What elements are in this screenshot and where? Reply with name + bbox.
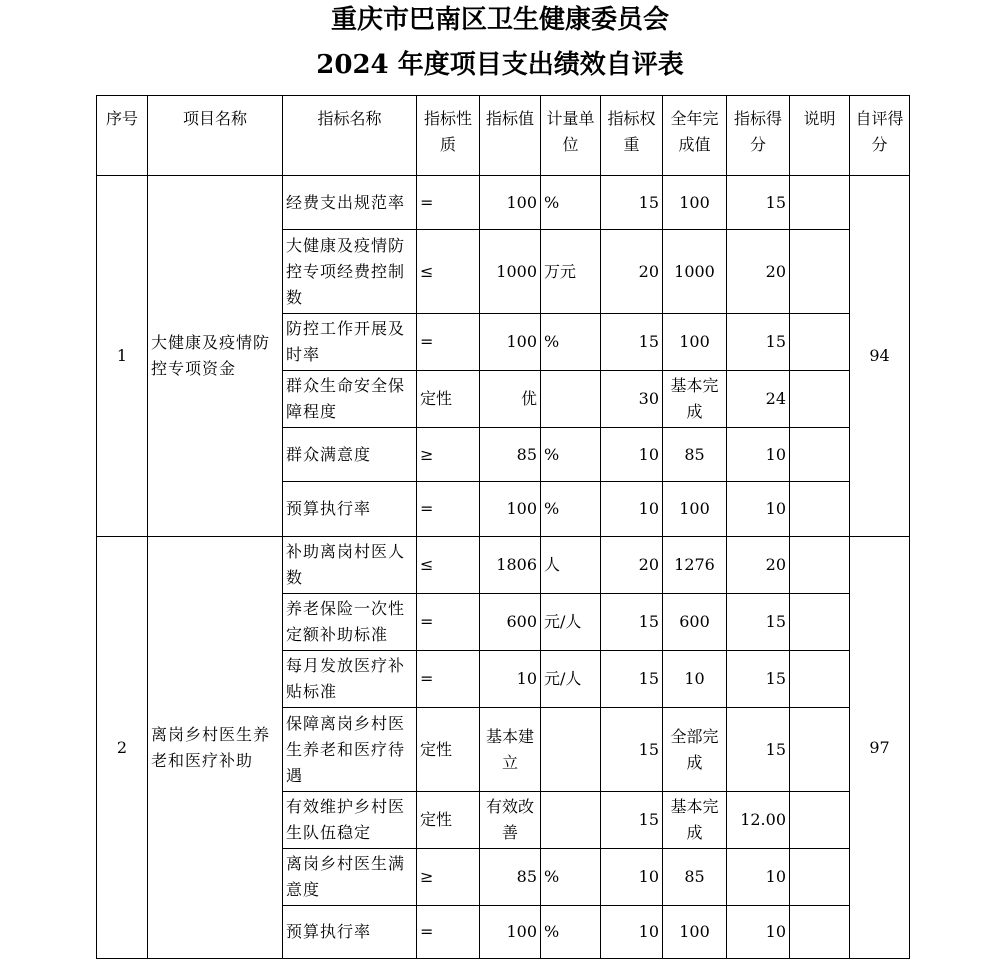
indicator-unit: % — [541, 176, 601, 230]
indicator-actual: 600 — [663, 594, 727, 651]
indicator-actual: 100 — [663, 906, 727, 959]
indicator-score: 10 — [727, 849, 790, 906]
indicator-unit: 人 — [541, 537, 601, 594]
header-project: 项目名称 — [148, 96, 283, 176]
indicator-nature: ≤ — [417, 537, 480, 594]
indicator-note — [790, 906, 850, 959]
indicator-name: 离岗乡村医生满意度 — [283, 849, 417, 906]
indicator-name: 每月发放医疗补贴标准 — [283, 651, 417, 708]
indicator-actual: 10 — [663, 651, 727, 708]
header-row — [97, 96, 910, 176]
page-subtitle: 2024 年度项目支出绩效自评表 — [316, 50, 684, 80]
indicator-nature: = — [417, 651, 480, 708]
indicator-actual: 100 — [663, 482, 727, 537]
indicator-score: 20 — [727, 537, 790, 594]
indicator-weight: 10 — [601, 849, 663, 906]
indicator-score: 10 — [727, 482, 790, 537]
indicator-name: 防控工作开展及时率 — [283, 314, 417, 371]
indicator-note — [790, 651, 850, 708]
indicator-weight: 15 — [601, 314, 663, 371]
indicator-actual: 100 — [663, 314, 727, 371]
indicator-name: 保障离岗乡村医生养老和医疗待遇 — [283, 708, 417, 792]
indicator-weight: 30 — [601, 371, 663, 428]
indicator-weight: 20 — [601, 537, 663, 594]
indicator-unit: 元/人 — [541, 594, 601, 651]
indicator-name: 补助离岗村医人数 — [283, 537, 417, 594]
indicator-unit: 万元 — [541, 230, 601, 314]
indicator-unit: 元/人 — [541, 651, 601, 708]
indicator-note — [790, 537, 850, 594]
project-name: 离岗乡村医生养老和医疗补助 — [148, 537, 283, 959]
indicator-weight: 10 — [601, 906, 663, 959]
indicator-nature: 定性 — [417, 371, 480, 428]
indicator-score: 10 — [727, 428, 790, 482]
header-note: 说明 — [790, 96, 850, 176]
indicator-name: 预算执行率 — [283, 482, 417, 537]
indicator-unit: % — [541, 428, 601, 482]
indicator-value: 基本建立 — [480, 708, 541, 792]
indicator-weight: 10 — [601, 428, 663, 482]
indicator-value: 100 — [480, 906, 541, 959]
indicator-value: 1000 — [480, 230, 541, 314]
header-weight: 指标权重 — [601, 96, 663, 176]
indicator-nature: = — [417, 482, 480, 537]
indicator-actual: 100 — [663, 176, 727, 230]
indicator-note — [790, 176, 850, 230]
indicator-name: 养老保险一次性定额补助标准 — [283, 594, 417, 651]
header-value: 指标值 — [480, 96, 541, 176]
header-unit: 计量单位 — [541, 96, 601, 176]
indicator-actual: 85 — [663, 428, 727, 482]
header-self-score: 自评得分 — [850, 96, 910, 176]
indicator-actual: 1000 — [663, 230, 727, 314]
indicator-value: 优 — [480, 371, 541, 428]
indicator-value: 85 — [480, 428, 541, 482]
indicator-nature: ≤ — [417, 230, 480, 314]
performance-table — [96, 95, 910, 959]
project-name: 大健康及疫情防控专项资金 — [148, 176, 283, 537]
indicator-note — [790, 230, 850, 314]
indicator-score: 15 — [727, 594, 790, 651]
indicator-nature: = — [417, 314, 480, 371]
indicator-weight: 15 — [601, 792, 663, 849]
indicator-weight: 20 — [601, 230, 663, 314]
header-indicator: 指标名称 — [283, 96, 417, 176]
indicator-unit: % — [541, 906, 601, 959]
indicator-nature: ≥ — [417, 428, 480, 482]
header-score: 指标得分 — [727, 96, 790, 176]
indicator-nature: = — [417, 906, 480, 959]
indicator-score: 12.00 — [727, 792, 790, 849]
indicator-name: 经费支出规范率 — [283, 176, 417, 230]
table-row — [97, 537, 910, 594]
project-self-score: 97 — [850, 537, 910, 959]
indicator-actual: 全部完成 — [663, 708, 727, 792]
indicator-weight: 10 — [601, 482, 663, 537]
indicator-score: 15 — [727, 651, 790, 708]
indicator-name: 有效维护乡村医生队伍稳定 — [283, 792, 417, 849]
project-self-score: 94 — [850, 176, 910, 537]
indicator-unit: % — [541, 314, 601, 371]
indicator-name: 群众生命安全保障程度 — [283, 371, 417, 428]
indicator-value: 100 — [480, 176, 541, 230]
indicator-unit — [541, 792, 601, 849]
indicator-value: 85 — [480, 849, 541, 906]
indicator-name: 群众满意度 — [283, 428, 417, 482]
indicator-note — [790, 314, 850, 371]
indicator-unit: % — [541, 849, 601, 906]
indicator-score: 20 — [727, 230, 790, 314]
indicator-weight: 15 — [601, 594, 663, 651]
indicator-score: 24 — [727, 371, 790, 428]
indicator-name: 预算执行率 — [283, 906, 417, 959]
indicator-value: 有效改善 — [480, 792, 541, 849]
indicator-value: 1806 — [480, 537, 541, 594]
header-seq: 序号 — [97, 96, 148, 176]
indicator-note — [790, 482, 850, 537]
header-nature: 指标性质 — [417, 96, 480, 176]
indicator-nature: = — [417, 176, 480, 230]
indicator-score: 15 — [727, 314, 790, 371]
indicator-nature: 定性 — [417, 792, 480, 849]
indicator-weight: 15 — [601, 708, 663, 792]
indicator-value: 10 — [480, 651, 541, 708]
indicator-value: 100 — [480, 314, 541, 371]
page-title: 重庆市巴南区卫生健康委员会 — [330, 5, 669, 35]
indicator-value: 600 — [480, 594, 541, 651]
indicator-unit — [541, 708, 601, 792]
indicator-nature: ≥ — [417, 849, 480, 906]
indicator-note — [790, 708, 850, 792]
indicator-note — [790, 428, 850, 482]
indicator-score: 15 — [727, 176, 790, 230]
project-seq: 2 — [97, 537, 148, 959]
indicator-score: 10 — [727, 906, 790, 959]
indicator-weight: 15 — [601, 651, 663, 708]
indicator-name: 大健康及疫情防控专项经费控制数 — [283, 230, 417, 314]
header-actual: 全年完成值 — [663, 96, 727, 176]
indicator-weight: 15 — [601, 176, 663, 230]
indicator-unit — [541, 371, 601, 428]
indicator-nature: 定性 — [417, 708, 480, 792]
table-row — [97, 176, 910, 230]
indicator-score: 15 — [727, 708, 790, 792]
indicator-actual: 85 — [663, 849, 727, 906]
indicator-actual: 基本完成 — [663, 792, 727, 849]
indicator-note — [790, 792, 850, 849]
project-seq: 1 — [97, 176, 148, 537]
indicator-note — [790, 371, 850, 428]
indicator-actual: 基本完成 — [663, 371, 727, 428]
indicator-unit: % — [541, 482, 601, 537]
indicator-note — [790, 594, 850, 651]
indicator-note — [790, 849, 850, 906]
indicator-actual: 1276 — [663, 537, 727, 594]
indicator-value: 100 — [480, 482, 541, 537]
indicator-nature: = — [417, 594, 480, 651]
